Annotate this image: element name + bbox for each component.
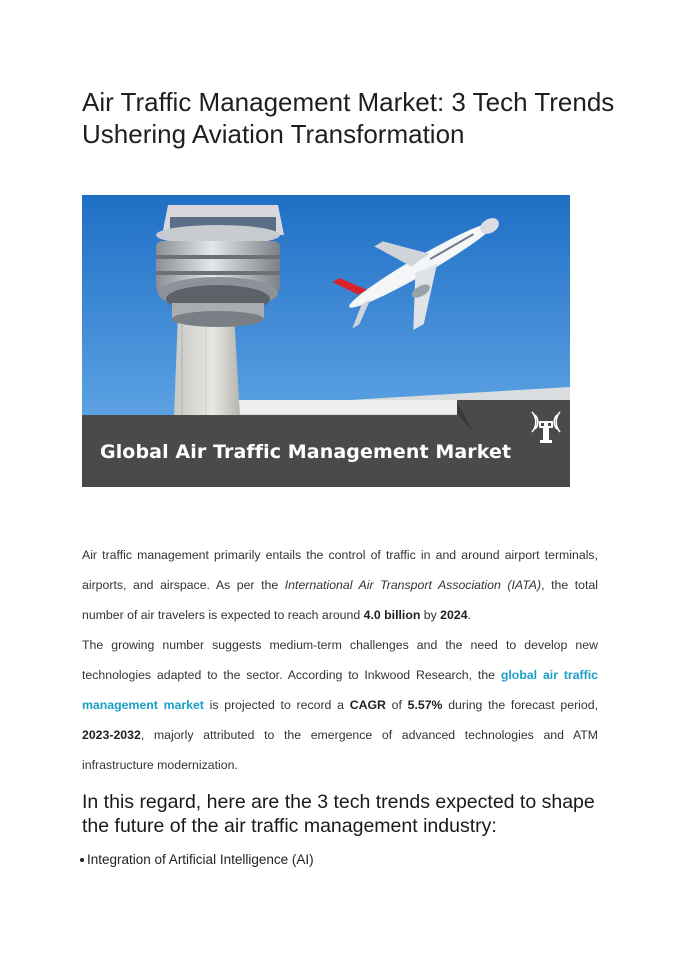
forecast-period: 2023-2032 (82, 728, 141, 742)
cagr-rate: 5.57% (407, 698, 443, 712)
hero-image (82, 195, 570, 487)
iata-mention: International Air Transport Association (IATA) (284, 578, 542, 592)
market-report-link[interactable]: global air traffic management market (82, 668, 599, 712)
cagr-label: CAGR (349, 698, 386, 712)
bullet-icon (80, 858, 84, 862)
paragraph-2: The growing number suggests medium-term challenges and the need to develop new technologies adapted to the sector. According to Inkwood Research, the global air traffic management market is projected to record a CAGR of 5.57% during the forecast period, 2023-2032, majorly attributed to the emergence of advanced technologies and ATM infrastructure modernization. (82, 638, 599, 772)
trend-list (80, 852, 314, 867)
article-title: Air Traffic Management Market: 3 Tech Trends Ushering Aviation Transformation (82, 87, 615, 149)
paragraph-1: Air traffic management primarily entails the control of traffic in and around airport terminals, airports, and airspace. As per the International Air Transport Association (IATA), the total number of air travelers is expected to reach around 4.0 billion by 2024. (82, 548, 598, 622)
traveler-count: 4.0 billion (363, 608, 421, 622)
hero-banner-title: Global Air Traffic Management Market (100, 441, 512, 463)
section-subheading: In this regard, here are the 3 tech trends expected to shape the future of the air traffic management industry: (82, 791, 595, 837)
article-body (82, 540, 598, 780)
list-item: Integration of Artificial Intelligence (AI) (80, 852, 314, 867)
forecast-year: 2024 (440, 608, 468, 622)
